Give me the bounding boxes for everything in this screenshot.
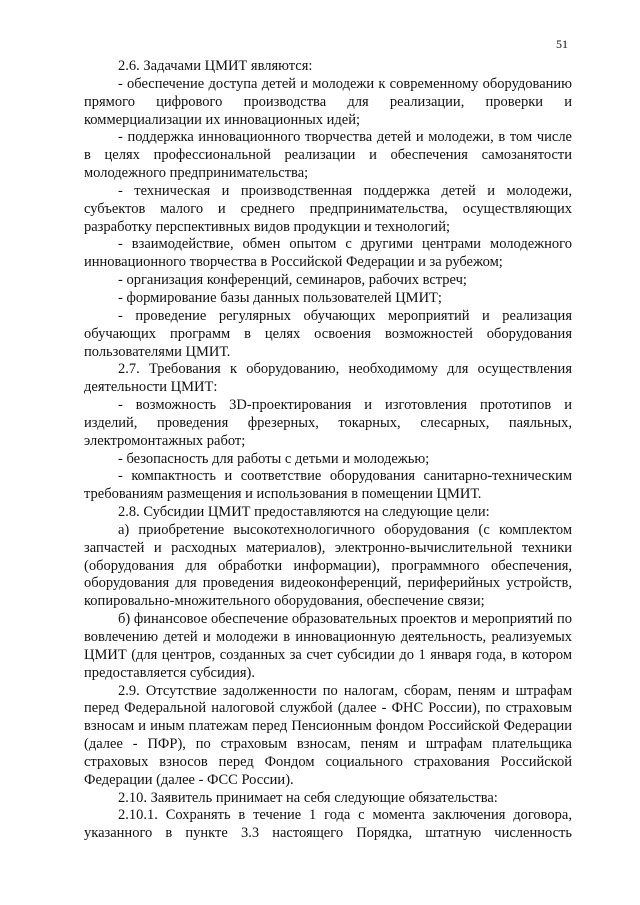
paragraph-list-item: - поддержка инновационного творчества детей и молодежи, в том числе в целях профессиональной реализации и обеспечения самозанятости молодежного предпринимательства; xyxy=(84,129,572,182)
page-number: 51 xyxy=(556,37,568,51)
paragraph-subitem-b: б) финансовое обеспечение образовательных проектов и мероприятий по вовлечению детей и молодежи в инновационную деятельность, реализуемых ЦМИТ (для центров, созданных за счет субсидии до 1 января года, в котором предоставляется субсидия). xyxy=(84,611,572,681)
paragraph-2-10-1: 2.10.1. Сохранять в течение 1 года с момента заключения договора, указанного в пункте 3.3 настоящего Порядка, штатную численность xyxy=(84,807,572,842)
paragraph-list-item: - взаимодействие, обмен опытом с другими центрами молодежного инновационного творчества в Российской Федерации и за рубежом; xyxy=(84,236,572,271)
paragraph-subitem-a: а) приобретение высокотехнологичного оборудования (с комплектом запчастей и расходных материалов), электронно-вычислительной техники (оборудования для обработки информации), программного обеспечения, оборудования для проведения видеоконференций, периферийных устройств, копировально-множительного оборудования, обеспечение связи; xyxy=(84,521,572,610)
paragraph-list-item: - возможность 3D-проектирования и изготовления прототипов и изделий, проведения фрезерных, токарных, слесарных, паяльных, электромонтажных работ; xyxy=(84,397,572,449)
paragraph-2-8-heading: 2.8. Субсидии ЦМИТ предоставляются на следующие цели: xyxy=(118,504,490,521)
paragraph-list-item: - обеспечение доступа детей и молодежи к современному оборудованию прямого цифрового производства для реализации, проверки и коммерциализации их инновационных идей; xyxy=(84,75,572,128)
paragraph-2-7-heading: 2.7. Требования к оборудованию, необходимому для осуществления деятельности ЦМИТ: xyxy=(84,361,572,396)
document-body xyxy=(84,58,572,843)
paragraph-2-10-heading: 2.10. Заявитель принимает на себя следующие обязательства: xyxy=(118,789,498,806)
paragraph-list-item: - организация конференций, семинаров, рабочих встреч; xyxy=(118,272,467,289)
paragraph-list-item: - компактность и соответствие оборудования санитарно-техническим требованиям размещения и использования в помещении ЦМИТ. xyxy=(84,468,572,503)
paragraph-2-9: 2.9. Отсутствие задолженности по налогам, сборам, пеням и штрафам перед Федеральной налоговой службой (далее - ФНС России), по страховым взносам и иным платежам перед Пенсионным фондом Российской Федерации (далее - ПФР), по страховым взносам, пеням и штрафам плательщика страховых взносов перед Фондом социального страхования Российской Федерации (далее - ФСС России). xyxy=(84,682,572,788)
paragraph-list-item: - проведение регулярных обучающих мероприятий и реализация обучающих программ в целях освоения возможностей оборудования пользователями ЦМИТ. xyxy=(84,307,572,360)
paragraph-list-item: - формирование базы данных пользователей ЦМИТ; xyxy=(118,289,442,306)
paragraph-list-item: - техническая и производственная поддержка детей и молодежи, субъектов малого и среднего предпринимательства, осуществляющих разработку перспективных видов продукции и технологий; xyxy=(84,182,572,235)
paragraph-2-6-heading: 2.6. Задачами ЦМИТ являются: xyxy=(118,58,313,74)
paragraph-list-item: - безопасность для работы с детьми и молодежью; xyxy=(118,450,430,467)
